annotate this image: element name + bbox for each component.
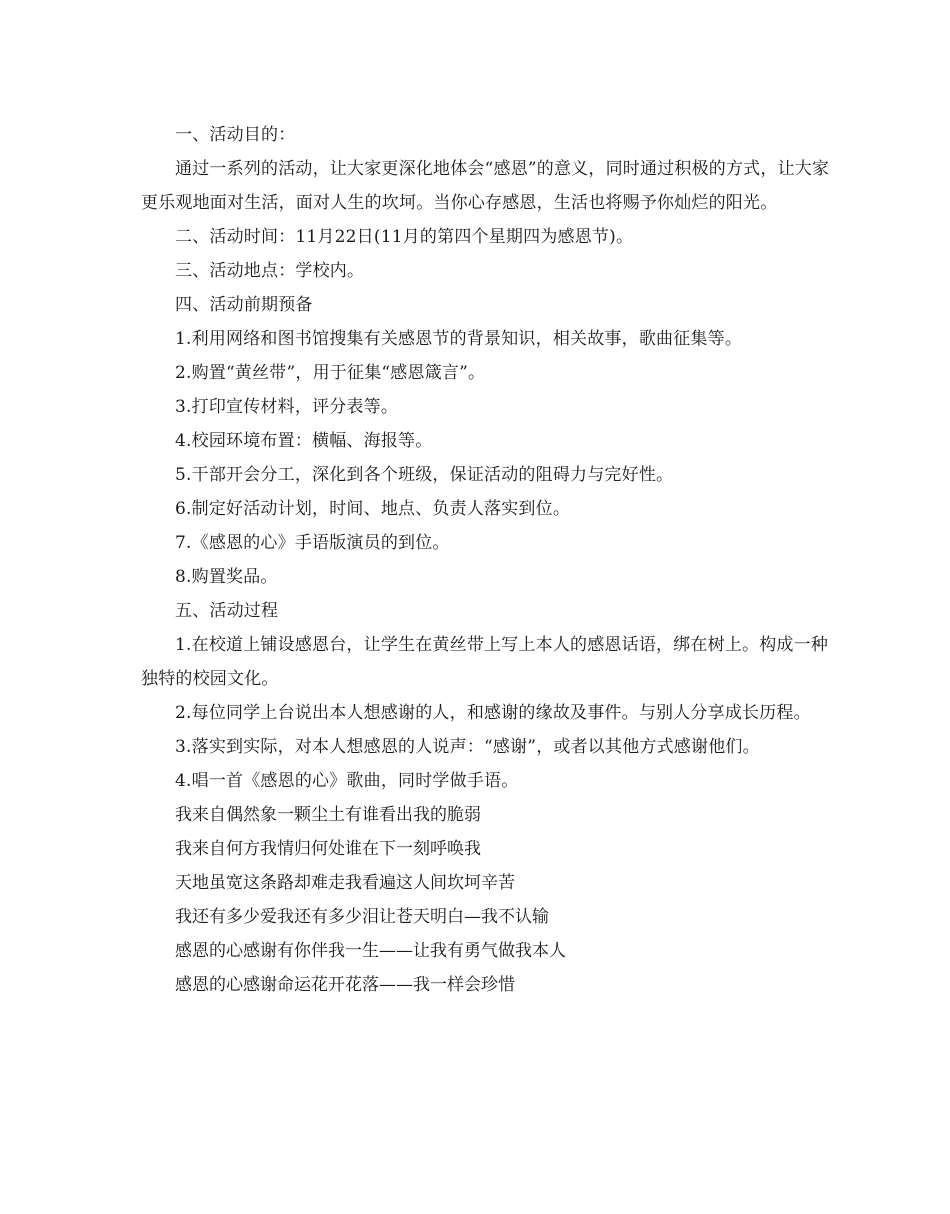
process-item: 3.落实到实际，对本人想感恩的人说声：“感谢”，或者以其他方式感谢他们。 [175,737,760,757]
preparation-item: 8.购置奖品。 [175,567,278,587]
section-heading-time: 二、活动时间：11月22日(11月的第四个星期四为感恩节)。 [175,227,634,247]
lyric-line: 我来自偶然象一颗尘土有谁看出我的脆弱 [175,805,481,825]
section-heading-preparation: 四、活动前期预备 [175,295,313,315]
lyric-line: 我还有多少爱我还有多少泪让苍天明白—我不认输 [175,907,549,927]
section-heading-process: 五、活动过程 [175,601,279,621]
process-item: 1.在校道上铺设感恩台，让学生在黄丝带上写上本人的感恩话语，绑在树上。构成一种独特的校园文化。 [141,635,829,689]
preparation-item: 2.购置“黄丝带”，用于征集“感恩箴言”。 [175,363,486,383]
lyric-line: 感恩的心感谢命运花开花落——我一样会珍惜 [175,975,515,995]
section-heading-purpose: 一、活动目的： [175,125,296,145]
process-item: 2.每位同学上台说出本人想感谢的人，和感谢的缘故及事件。与别人分享成长历程。 [175,703,811,723]
lyric-line: 天地虽宽这条路却难走我看遍这人间坎坷辛苦 [175,873,515,893]
document-body [141,118,831,1002]
lyric-line: 我来自何方我情归何处谁在下一刻呼唤我 [175,839,481,859]
lyric-line: 感恩的心感谢有你伴我一生——让我有勇气做我本人 [175,941,566,961]
preparation-item: 7.《感恩的心》手语版演员的到位。 [175,533,450,553]
purpose-paragraph: 通过一系列的活动，让大家更深化地体会“感恩”的意义，同时通过积极的方式，让大家更乐观地面对生活，面对人生的坎坷。当你心存感恩，生活也将赐予你灿烂的阳光。 [141,159,830,213]
section-heading-location: 三、活动地点：学校内。 [175,261,365,281]
process-item: 4.唱一首《感恩的心》歌曲，同时学做手语。 [175,771,519,791]
preparation-item: 1.利用网络和图书馆搜集有关感恩节的背景知识，相关故事，歌曲征集等。 [175,329,743,349]
preparation-item: 6.制定好活动计划，时间、地点、负责人落实到位。 [175,499,571,519]
preparation-item: 5.干部开会分工，深化到各个班级，保证活动的阻碍力与完好性。 [175,465,674,485]
preparation-item: 3.打印宣传材料，评分表等。 [175,397,399,417]
preparation-item: 4.校园环境布置：横幅、海报等。 [175,431,433,451]
